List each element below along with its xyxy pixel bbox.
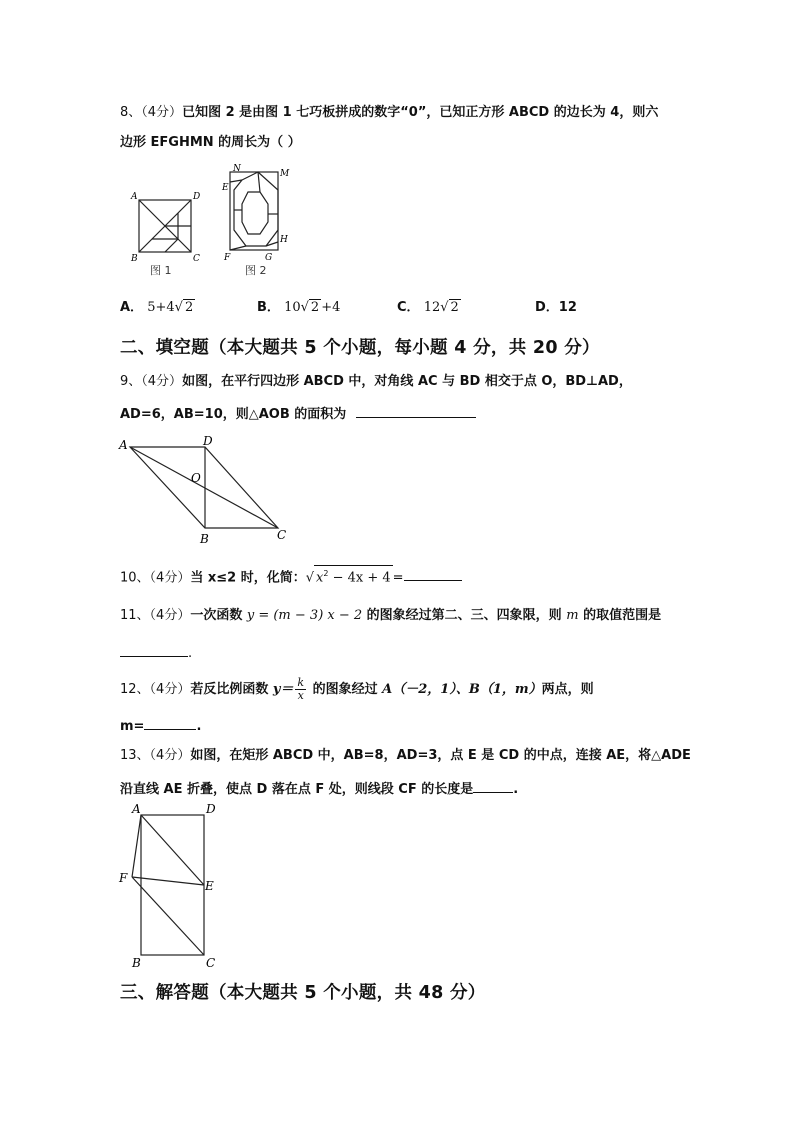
- sqrt-sign: √ $x^2 - 4x + 4$: [306, 565, 393, 588]
- q9-figure: [115, 432, 300, 550]
- q8-score: （4分）: [141, 105, 183, 120]
- q11-line2: .: [120, 642, 192, 664]
- q13-label-E: E: [205, 879, 214, 893]
- q8-figures: [120, 160, 310, 285]
- q9-number: 9、: [120, 374, 142, 389]
- q9-line1: [120, 372, 632, 392]
- fig1-label-C: C: [193, 254, 200, 264]
- q8-line1: [120, 103, 658, 123]
- q13-figure: [112, 800, 227, 972]
- segment-af: [132, 815, 141, 877]
- q10-answer-blank[interactable]: [404, 566, 462, 581]
- fig2-label-H: H: [280, 235, 288, 245]
- segment-fc: [132, 877, 204, 955]
- q10-score: （4分）: [149, 570, 191, 586]
- q13-line2: 沿直线 AE 折叠，使点 D 落在点 F 处，则线段 CF 的长度是 .: [120, 778, 518, 800]
- q13-label-A: A: [132, 802, 141, 816]
- q8-option-d[interactable]: D．12: [535, 300, 577, 315]
- q9-label-C: C: [277, 528, 287, 542]
- q13-text-line1: 如图，在矩形 ABCD 中，AB=8，AD=3，点 E 是 CD 的中点，连接 AE，将△ADE: [190, 748, 691, 763]
- q8-text-line1: 已知图 2 是由图 1 七巧板拼成的数字“0”，已知正方形 ABCD 的边长为 4，则六: [182, 105, 659, 120]
- fig1-label-D: D: [193, 192, 201, 202]
- sqrt-sign: √ 2: [300, 300, 320, 315]
- q13-score: （4分）: [149, 748, 191, 763]
- q10-text: 当 x≤2 时，化简：: [190, 570, 306, 586]
- fig2-outer-hexagon: [234, 172, 278, 246]
- q9-line2: [120, 403, 476, 425]
- q13-label-C: C: [206, 956, 216, 970]
- q11-answer-blank[interactable]: [120, 642, 188, 657]
- q8-figure2: [230, 172, 278, 250]
- q8-figure1: [139, 200, 191, 252]
- section3-heading: 三、解答题（本大题共 5 个小题，共 48 分）: [120, 983, 486, 1003]
- q13-answer-blank[interactable]: [473, 778, 513, 793]
- q11-score: （4分）: [149, 608, 191, 623]
- section2-heading: 二、填空题（本大题共 5 个小题，每小题 4 分，共 20 分）: [120, 338, 600, 358]
- q13-label-D: D: [206, 802, 216, 816]
- q11-line1: 11、（4分）一次函数 y = (m − 3) x − 2 的图象经过第二、三、四象限，则 m 的取值范围是: [120, 608, 662, 623]
- q12-line1: 12、（4分）若反比例函数 y＝ $\frac{k}{x}$ 的图象经过 A（－2，1）、B（1，m）两点，则: [120, 676, 594, 702]
- q11-formula: y = (m − 3) x − 2: [246, 608, 363, 623]
- rectangle-abcd: [141, 815, 204, 955]
- fig1-caption: 图 1: [150, 264, 172, 277]
- fig2-edge-2: [230, 246, 246, 250]
- q13-line1: [120, 746, 691, 766]
- q13-text-line2: 沿直线 AE 折叠，使点 D 落在点 F 处，则线段 CF 的长度是: [120, 782, 474, 797]
- q13-number: 13、: [120, 748, 150, 763]
- q8-option-a[interactable]: A． 5+4√ 2: [120, 300, 194, 315]
- fig2-label-N: N: [233, 164, 241, 174]
- q9-label-B: B: [200, 532, 209, 546]
- q13-label-B: B: [132, 956, 141, 970]
- q8-number: 8、: [120, 105, 142, 120]
- q13-label-F: F: [119, 871, 128, 885]
- sqrt-sign: √ 2: [174, 300, 194, 315]
- q9-text-line2: AD=6，AB=10，则△AOB 的面积为: [120, 407, 347, 422]
- fig2-inner-ring: [242, 192, 268, 234]
- q11-number: 11、: [120, 608, 150, 623]
- fig1-inner-3: [165, 239, 178, 252]
- q10-line: 10、（4分）当 x≤2 时，化简：√ $x^2 - 4x + 4$ =: [120, 565, 462, 588]
- q8-option-c[interactable]: C． 12√ 2: [397, 300, 459, 315]
- fig1-label-A: A: [131, 192, 138, 202]
- q9-score: （4分）: [141, 374, 183, 389]
- fig2-label-M: M: [280, 169, 290, 179]
- fig2-label-E: E: [222, 183, 229, 193]
- fig2-caption: 图 2: [245, 264, 267, 277]
- fig2-label-G: G: [265, 253, 273, 263]
- sqrt-sign: √ 2: [440, 300, 459, 315]
- q9-label-A: A: [119, 438, 128, 452]
- q12-line2: m= .: [120, 715, 201, 737]
- fig1-label-B: B: [131, 254, 138, 264]
- q9-label-D: D: [203, 434, 213, 448]
- q8-text-line2: 边形 EFGHMN 的周长为（ ）: [120, 135, 301, 150]
- q12-answer-blank[interactable]: [144, 715, 196, 730]
- fig2-edge-4: [258, 172, 260, 192]
- segment-ae: [141, 815, 204, 885]
- q12-fraction: $\frac{k}{x}$: [297, 676, 305, 702]
- diagonal-ac: [130, 447, 278, 528]
- q12-number: 12、: [120, 682, 150, 697]
- q8-option-b[interactable]: B． 10√ 2 +4: [257, 300, 341, 315]
- q10-number: 10、: [120, 570, 150, 586]
- q12-score: （4分）: [149, 682, 191, 697]
- q9-label-O: O: [191, 471, 201, 485]
- segment-fe: [132, 877, 204, 885]
- q9-text-line1: 如图，在平行四边形 ABCD 中，对角线 AC 与 BD 相交于点 O，BD⊥AD，: [182, 374, 632, 389]
- fig2-label-F: F: [224, 253, 231, 263]
- q9-answer-blank[interactable]: [356, 403, 476, 418]
